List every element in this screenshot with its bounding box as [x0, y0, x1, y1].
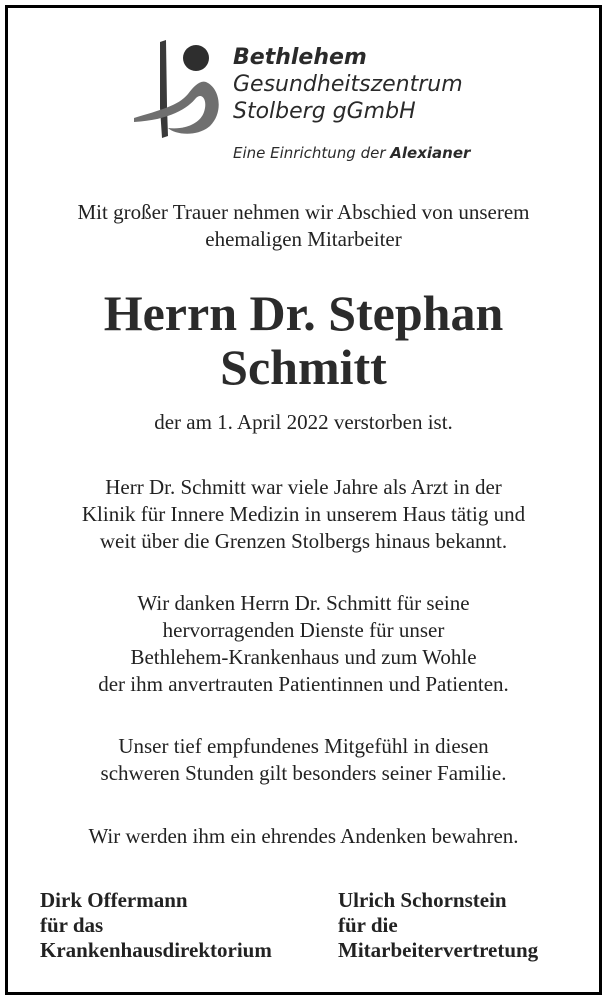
paragraph-career [0, 474, 607, 555]
signature-right-name: Ulrich Schornstein [338, 888, 507, 912]
paragraph-3-line-2: schweren Stunden gilt besonders seiner Familie. [100, 761, 507, 785]
logo-line-2: Gesundheitszentrum [233, 72, 463, 97]
paragraph-3-line-1: Unser tief empfundenes Mitgefühl in diesen [118, 734, 489, 758]
paragraph-2-line-1: Wir danken Herrn Dr. Schmitt für seine [137, 591, 470, 615]
signature-left-name: Dirk Offermann [40, 888, 188, 912]
signature-right-for: für die [338, 913, 398, 937]
intro-line-2: ehemaligen Mitarbeiter [205, 227, 402, 251]
signature-left [40, 888, 272, 963]
paragraph-1-line-1: Herr Dr. Schmitt war viele Jahre als Arzt in der [105, 475, 502, 499]
deceased-name [0, 286, 607, 394]
name-line-1: Herrn Dr. Stephan [103, 285, 504, 341]
paragraph-2-line-4: der ihm anvertrauten Patientinnen und Patienten. [98, 672, 509, 696]
paragraph-thanks [0, 590, 607, 698]
paragraph-1-line-3: weit über die Grenzen Stolbergs hinaus bekannt. [99, 529, 508, 553]
logo-line-3: Stolberg gGmbH [233, 99, 416, 124]
signature-right [338, 888, 538, 963]
logo-tagline-brand: Alexianer [390, 144, 471, 162]
signature-right-role: Mitarbeitervertretung [338, 938, 539, 962]
paragraph-remembrance: Wir werden ihm ein ehrendes Andenken bewahren. [88, 824, 519, 848]
name-line-2: Schmitt [220, 339, 387, 395]
logo-tagline-prefix: Eine Einrichtung der [233, 144, 386, 162]
logo-wordmark [233, 44, 463, 125]
logo-line-1: Bethlehem [233, 45, 367, 70]
paragraph-1-line-2: Klinik für Innere Medizin in unserem Haus tätig und [81, 502, 526, 526]
paragraph-2-line-3: Bethlehem-Krankenhaus und zum Wohle [130, 645, 477, 669]
logo-tagline [233, 144, 470, 162]
intro-line-1: Mit großer Trauer nehmen wir Abschied von unserem [77, 200, 530, 224]
intro-text [0, 199, 607, 253]
paragraph-condolence [0, 733, 607, 787]
bethlehem-logo-icon [130, 36, 230, 140]
signature-left-role: Krankenhausdirektorium [40, 938, 272, 962]
paragraph-2-line-2: hervorragenden Dienste für unser [162, 618, 445, 642]
death-notice: der am 1. April 2022 verstorben ist. [154, 410, 453, 434]
signature-left-for: für das [40, 913, 104, 937]
